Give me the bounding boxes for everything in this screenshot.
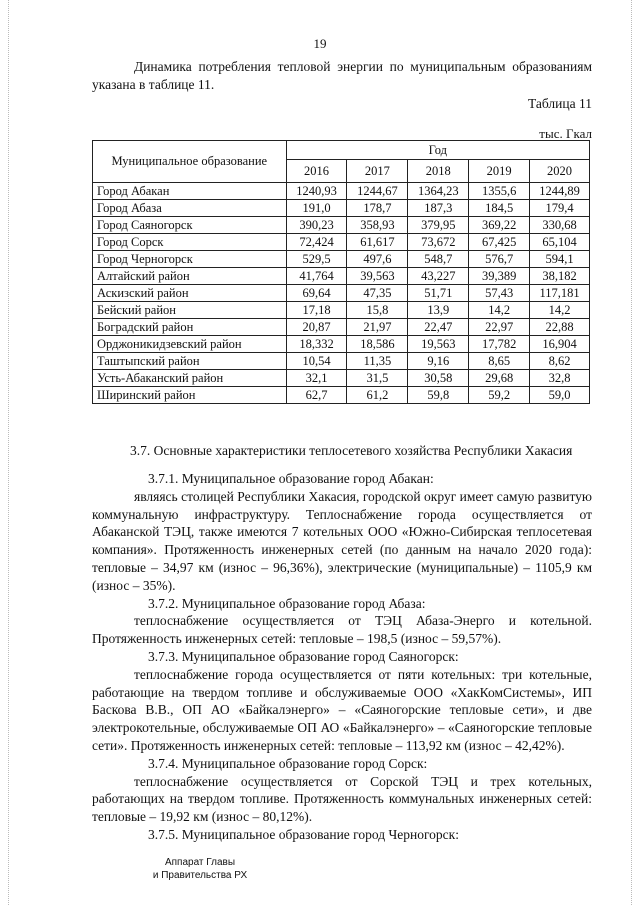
- footer-stamp-line: Аппарат Главы: [164, 857, 236, 868]
- value-cell: 1240,93: [286, 183, 347, 200]
- table-row: [93, 319, 590, 336]
- year-header-cell: 2020: [530, 160, 590, 183]
- subsection-heading: 3.7.5. Муниципальное образование город Черногорск:: [148, 826, 459, 842]
- value-cell: 39,389: [469, 268, 530, 285]
- municipality-name-cell: Город Саяногорск: [93, 217, 287, 234]
- value-cell: 117,181: [530, 285, 590, 302]
- municipality-name-cell: Город Абаза: [93, 200, 287, 217]
- value-cell: 59,2: [469, 387, 530, 404]
- value-cell: 31,5: [347, 370, 408, 387]
- value-cell: 369,22: [469, 217, 530, 234]
- value-cell: 1355,6: [469, 183, 530, 200]
- municipality-name-cell: Алтайский район: [93, 268, 287, 285]
- column-header-municipality: Муниципальное образование: [93, 141, 287, 183]
- value-cell: 9,16: [408, 353, 469, 370]
- table-row: [93, 285, 590, 302]
- value-cell: 548,7: [408, 251, 469, 268]
- table-row: [93, 387, 590, 404]
- municipality-name-cell: Бейский район: [93, 302, 287, 319]
- year-header-cell: 2019: [469, 160, 530, 183]
- body-paragraph: теплоснабжение осуществляется от ТЭЦ Абаза-Энерго и котельной. Протяженность инженерных сетей: тепловые – 198,5 (износ – 59,57%).: [92, 613, 592, 647]
- value-cell: 19,563: [408, 336, 469, 353]
- table-units: тыс. Гкал: [539, 126, 592, 141]
- heat-consumption-table: [92, 140, 590, 404]
- table-caption: Таблица 11: [528, 96, 592, 111]
- body-paragraph: являясь столицей Республики Хакасия, городской округ имеет самую развитую коммунальную инфраструктуру. Теплоснабжение города осуществляется от Абаканской ТЭЦ, также имеются 7 котельных ООО «Южно-Сибирская теплосетевая компания». Протяженность инженерных сетей (по данным на начало 2020 года): тепловые – 34,97 км (износ – 96,36%), электрические (муниципальные) – 1105,9 км (износ – 35%).: [92, 488, 592, 593]
- value-cell: 57,43: [469, 285, 530, 302]
- value-cell: 330,68: [530, 217, 590, 234]
- year-header-cell: 2017: [347, 160, 408, 183]
- value-cell: 178,7: [347, 200, 408, 217]
- value-cell: 73,672: [408, 234, 469, 251]
- value-cell: 59,8: [408, 387, 469, 404]
- value-cell: 15,8: [347, 302, 408, 319]
- municipality-name-cell: Таштыпский район: [93, 353, 287, 370]
- value-cell: 191,0: [286, 200, 347, 217]
- value-cell: 39,563: [347, 268, 408, 285]
- table-body: [93, 183, 590, 404]
- table-row: [93, 217, 590, 234]
- subsection-heading: 3.7.1. Муниципальное образование город Абакан:: [148, 471, 434, 486]
- year-header-cell: 2016: [286, 160, 347, 183]
- value-cell: 47,35: [347, 285, 408, 302]
- left-margin-marks: [0, 0, 9, 905]
- subsection-heading: 3.7.4. Муниципальное образование город Сорск:: [148, 755, 428, 771]
- body-paragraph: теплоснабжение города осуществляется от пяти котельных: три котельные, работающие на твердом топливе и обслуживаемые ООО «ХакКомСистемы», ИП Баскова В.В., ОП АО «Байкалэнерго» – «Саяногорские тепловые сети», и две электрокотельные, обслуживаемые ОП АО «Байкалэнерго» – «Саяногорские тепловые сети». Протяженность инженерных сетей: тепловые – 113,92 км (износ – 42,42%).: [92, 666, 592, 753]
- value-cell: 18,586: [347, 336, 408, 353]
- value-cell: 22,88: [530, 319, 590, 336]
- value-cell: 594,1: [530, 251, 590, 268]
- body-text: [92, 470, 592, 844]
- value-cell: 67,425: [469, 234, 530, 251]
- footer-stamp-line: и Правительства РХ: [152, 870, 248, 881]
- value-cell: 14,2: [530, 302, 590, 319]
- value-cell: 72,424: [286, 234, 347, 251]
- table-row: [93, 353, 590, 370]
- value-cell: 1244,67: [347, 183, 408, 200]
- value-cell: 1244,89: [530, 183, 590, 200]
- value-cell: 29,68: [469, 370, 530, 387]
- value-cell: 497,6: [347, 251, 408, 268]
- municipality-name-cell: Усть-Абаканский район: [93, 370, 287, 387]
- value-cell: 22,47: [408, 319, 469, 336]
- value-cell: 30,58: [408, 370, 469, 387]
- municipality-name-cell: Город Черногорск: [93, 251, 287, 268]
- value-cell: 20,87: [286, 319, 347, 336]
- intro-paragraph: Динамика потребления тепловой энергии по муниципальным образованиям указана в таблице 11.: [92, 59, 592, 92]
- footer-stamp: [150, 856, 250, 882]
- value-cell: 358,93: [347, 217, 408, 234]
- municipality-name-cell: Город Сорск: [93, 234, 287, 251]
- value-cell: 529,5: [286, 251, 347, 268]
- table-row: [93, 268, 590, 285]
- page-number: 19: [313, 36, 327, 51]
- value-cell: 11,35: [347, 353, 408, 370]
- value-cell: 379,95: [408, 217, 469, 234]
- value-cell: 179,4: [530, 200, 590, 217]
- value-cell: 32,1: [286, 370, 347, 387]
- table-row: [93, 336, 590, 353]
- table-row: [93, 251, 590, 268]
- table-row: [93, 302, 590, 319]
- subsection-heading: 3.7.3. Муниципальное образование город Саяногорск:: [148, 648, 459, 664]
- value-cell: 59,0: [530, 387, 590, 404]
- section-title: 3.7. Основные характеристики теплосетевого хозяйства Республики Хакасия: [130, 443, 573, 458]
- value-cell: 41,764: [286, 268, 347, 285]
- table-row: [93, 200, 590, 217]
- value-cell: 16,904: [530, 336, 590, 353]
- value-cell: 576,7: [469, 251, 530, 268]
- year-header-cell: 2018: [408, 160, 469, 183]
- column-header-year: Год: [286, 141, 589, 160]
- value-cell: 69,64: [286, 285, 347, 302]
- value-cell: 61,2: [347, 387, 408, 404]
- value-cell: 17,18: [286, 302, 347, 319]
- value-cell: 10,54: [286, 353, 347, 370]
- subsection-heading: 3.7.2. Муниципальное образование город Абаза:: [148, 595, 426, 611]
- table-row: [93, 234, 590, 251]
- value-cell: 14,2: [469, 302, 530, 319]
- body-paragraph: теплоснабжение осуществляется от Сорской ТЭЦ и трех котельных, работающих на твердом топливе. Протяженность коммунальных инженерных сетей: тепловые – 19,92 км (износ – 80,12%).: [92, 773, 592, 825]
- value-cell: 21,97: [347, 319, 408, 336]
- value-cell: 187,3: [408, 200, 469, 217]
- table-row: [93, 370, 590, 387]
- value-cell: 184,5: [469, 200, 530, 217]
- value-cell: 13,9: [408, 302, 469, 319]
- value-cell: 43,227: [408, 268, 469, 285]
- value-cell: 22,97: [469, 319, 530, 336]
- table-row: [93, 183, 590, 200]
- municipality-name-cell: Орджоникидзевский район: [93, 336, 287, 353]
- value-cell: 65,104: [530, 234, 590, 251]
- value-cell: 18,332: [286, 336, 347, 353]
- value-cell: 8,65: [469, 353, 530, 370]
- value-cell: 1364,23: [408, 183, 469, 200]
- value-cell: 62,7: [286, 387, 347, 404]
- value-cell: 17,782: [469, 336, 530, 353]
- municipality-name-cell: Боградский район: [93, 319, 287, 336]
- municipality-name-cell: Ширинский район: [93, 387, 287, 404]
- value-cell: 61,617: [347, 234, 408, 251]
- value-cell: 51,71: [408, 285, 469, 302]
- right-margin-marks: [631, 0, 640, 905]
- value-cell: 390,23: [286, 217, 347, 234]
- value-cell: 32,8: [530, 370, 590, 387]
- value-cell: 8,62: [530, 353, 590, 370]
- municipality-name-cell: Аскизский район: [93, 285, 287, 302]
- municipality-name-cell: Город Абакан: [93, 183, 287, 200]
- value-cell: 38,182: [530, 268, 590, 285]
